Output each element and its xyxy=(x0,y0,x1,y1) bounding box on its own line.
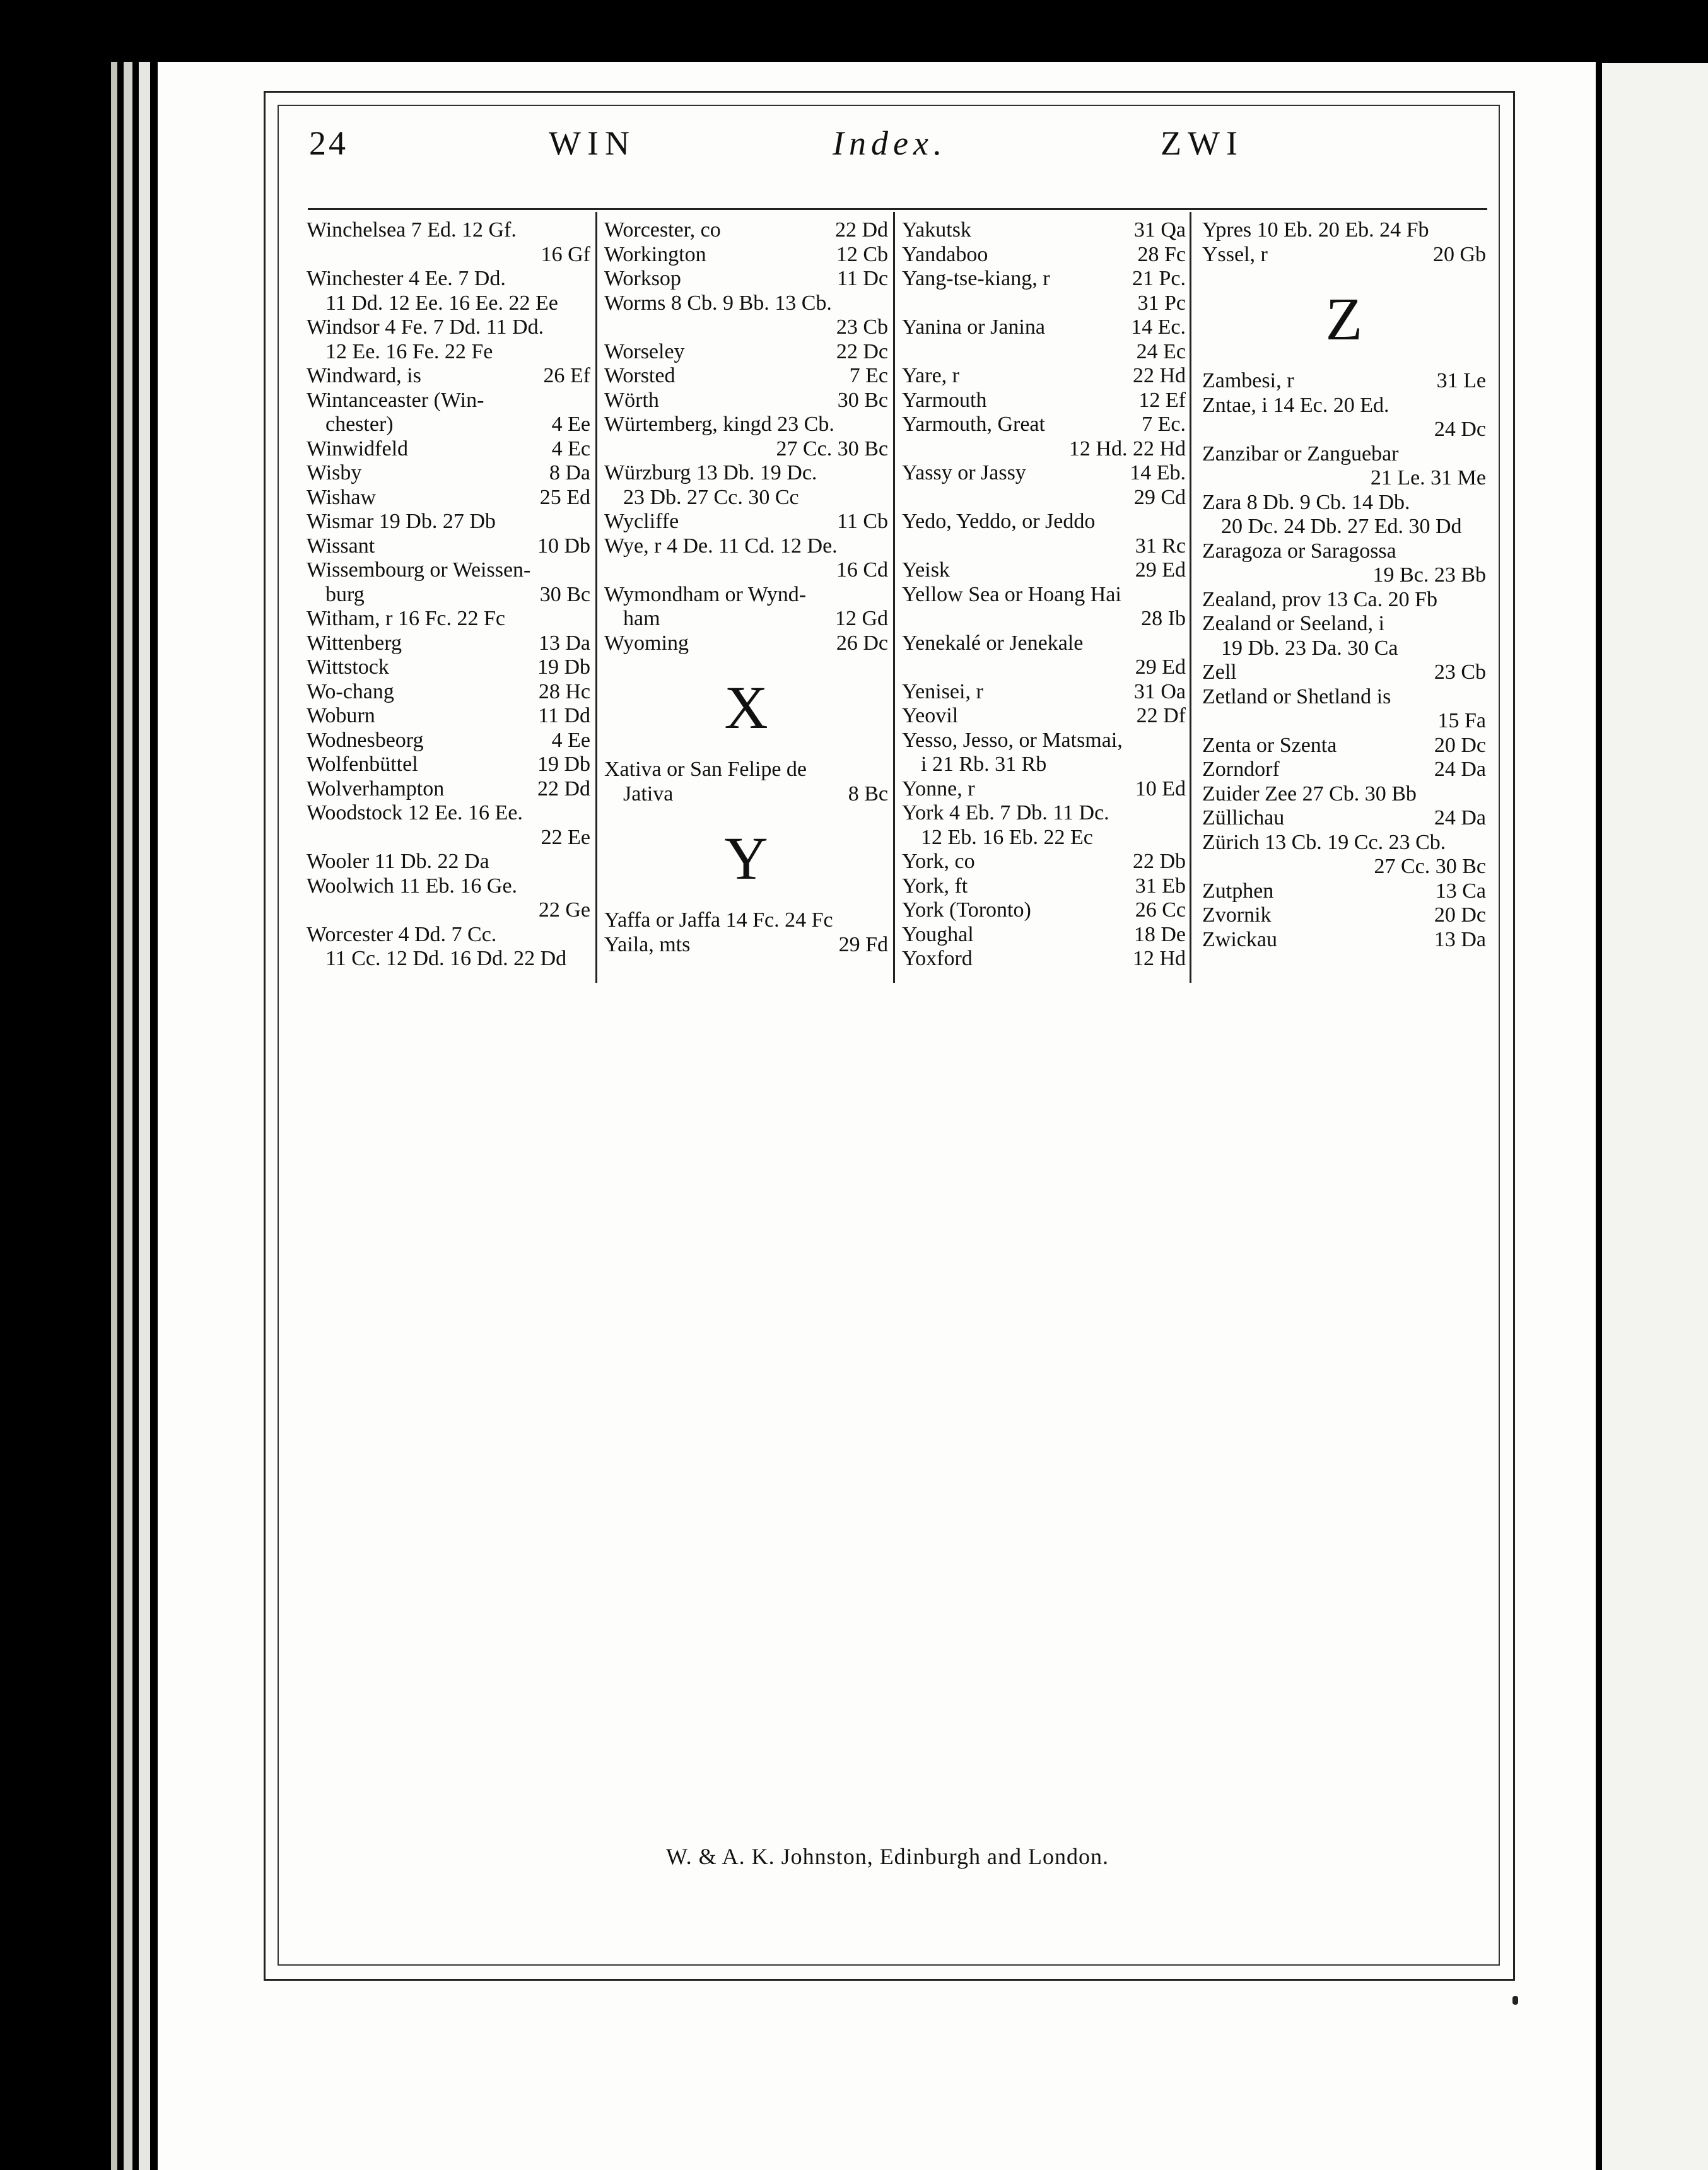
entry-reference: 28 Fc xyxy=(1137,242,1186,266)
index-entry xyxy=(902,777,1186,802)
index-entry xyxy=(1202,903,1486,928)
index-entry xyxy=(307,510,590,534)
entry-text: Würtemberg, kingd 23 Cb. xyxy=(604,413,834,436)
index-entry xyxy=(1202,758,1486,782)
entry-text: Yenisei, r xyxy=(902,679,983,703)
index-entry xyxy=(604,782,888,807)
entry-reference: 29 Ed xyxy=(1135,655,1186,679)
entry-text: 19 Db. 23 Da. 30 Ca xyxy=(1221,636,1398,660)
index-entry xyxy=(1202,612,1486,636)
entry-text: Yandaboo xyxy=(902,242,988,266)
entry-text: Yakutsk xyxy=(902,218,971,242)
entry-reference: 31 Eb xyxy=(1135,874,1186,898)
index-entry xyxy=(902,534,1186,559)
entry-text: Yonne, r xyxy=(902,777,975,801)
entry-text: Woodstock 12 Ee. 16 Ee. xyxy=(307,801,523,824)
entry-reference: 20 Gb xyxy=(1432,242,1486,266)
index-entry xyxy=(1202,685,1486,710)
column-separator xyxy=(595,212,597,983)
entry-reference: 12 Hd xyxy=(1132,947,1186,970)
entry-reference: 22 Db xyxy=(1132,850,1186,873)
entry-reference: 12 Ef xyxy=(1138,388,1186,412)
entry-reference: 18 De xyxy=(1133,922,1186,946)
entry-text: York, ft xyxy=(902,874,968,898)
entry-reference: 13 Da xyxy=(1434,927,1486,951)
index-entry xyxy=(604,558,888,583)
entry-text: Yare, r xyxy=(902,364,959,387)
entry-text: York 4 Eb. 7 Db. 11 Dc. xyxy=(902,801,1109,824)
entry-text: York (Toronto) xyxy=(902,898,1031,922)
entry-text: Worsted xyxy=(604,364,676,387)
entry-text: Witham, r 16 Fc. 22 Fc xyxy=(307,607,505,630)
entry-text: Wooler 11 Db. 22 Da xyxy=(307,850,489,873)
entry-text: Wye, r 4 De. 11 Cd. 12 De. xyxy=(604,534,838,558)
entry-text: Zenta or Szenta xyxy=(1202,733,1337,757)
entry-text: Winchelsea 7 Ed. 12 Gf. xyxy=(307,218,517,242)
guide-word-right: ZWI xyxy=(1161,124,1244,162)
entry-reference: 24 Dc xyxy=(1434,418,1486,441)
index-entry xyxy=(902,558,1186,583)
index-entry xyxy=(307,801,590,826)
entry-text: Zell xyxy=(1202,660,1237,684)
index-entry xyxy=(1202,636,1486,661)
entry-reference: 26 Dc xyxy=(836,631,888,655)
entry-reference: 10 Db xyxy=(537,534,590,558)
entry-reference: 4 Ee xyxy=(551,728,590,752)
index-entry xyxy=(307,777,590,802)
entry-reference: 27 Cc. 30 Bc xyxy=(1374,855,1486,878)
entry-text: Wyoming xyxy=(604,631,689,655)
entry-reference: 11 Dc xyxy=(837,267,888,290)
entry-reference: 25 Ed xyxy=(539,485,590,509)
index-entry xyxy=(902,801,1186,826)
entry-text: York, co xyxy=(902,850,975,873)
entry-text: Zambesi, r xyxy=(1202,369,1294,392)
entry-text: Yaila, mts xyxy=(604,932,691,956)
entry-reference: 31 Rc xyxy=(1135,534,1186,558)
entry-text: Zealand or Seeland, i xyxy=(1202,612,1384,635)
entry-text: Wo-chang xyxy=(307,679,394,703)
index-entry xyxy=(307,898,590,923)
entry-reference: 4 Ee xyxy=(551,413,590,436)
index-entry xyxy=(902,510,1186,534)
index-entry xyxy=(307,486,590,510)
entry-text: Zorndorf xyxy=(1202,758,1280,781)
header-rule xyxy=(308,208,1487,210)
index-entry xyxy=(1202,855,1486,879)
entry-reference: 24 Da xyxy=(1434,758,1486,781)
entry-reference: 30 Bc xyxy=(837,388,888,412)
entry-reference: 31 Le xyxy=(1436,369,1486,392)
index-entry xyxy=(604,389,888,413)
index-entry xyxy=(604,933,888,958)
index-entry xyxy=(902,486,1186,510)
entry-list xyxy=(1202,369,1486,952)
entry-text: Zaragoza or Saragossa xyxy=(1202,539,1396,563)
entry-text: Yenekalé or Jenekale xyxy=(902,631,1084,655)
index-entry xyxy=(307,631,590,656)
index-entry xyxy=(604,631,888,656)
entry-reference: 12 Gd xyxy=(834,607,888,630)
entry-reference: 30 Bc xyxy=(539,582,590,606)
entry-reference: 20 Dc xyxy=(1434,733,1486,757)
index-entry xyxy=(1202,734,1486,758)
index-entry xyxy=(307,291,590,316)
entry-reference: 22 Df xyxy=(1136,704,1186,727)
entry-reference: 13 Da xyxy=(538,631,590,655)
entry-text: Zuider Zee 27 Cb. 30 Bb xyxy=(1202,782,1417,806)
entry-reference: 7 Ec xyxy=(849,364,888,387)
entry-reference: 26 Cc xyxy=(1135,898,1186,922)
entry-reference: 7 Ec. xyxy=(1142,413,1186,436)
entry-text: chester) xyxy=(325,413,394,436)
section-letter-z: Z xyxy=(1325,285,1363,353)
entry-reference: 4 Ec xyxy=(551,437,590,460)
index-entry xyxy=(902,583,1186,607)
entry-text: Windsor 4 Fe. 7 Dd. 11 Dd. xyxy=(307,315,544,339)
index-entry xyxy=(902,607,1186,631)
index-entry xyxy=(604,461,888,486)
entry-text: Zanzibar or Zanguebar xyxy=(1202,442,1399,466)
entry-text: Wymondham or Wynd- xyxy=(604,582,807,606)
entry-list xyxy=(604,758,888,806)
entry-text: Wisby xyxy=(307,461,362,484)
index-entry xyxy=(307,704,590,729)
entry-text: Zara 8 Db. 9 Cb. 14 Db. xyxy=(1202,490,1410,514)
index-entry xyxy=(307,340,590,365)
guide-word-left: WIN xyxy=(549,124,636,162)
entry-reference: 31 Pc xyxy=(1137,291,1186,315)
entry-text: Züllichau xyxy=(1202,806,1285,830)
column-separator xyxy=(893,212,895,983)
index-column-2 xyxy=(604,218,888,957)
index-column-4 xyxy=(1202,218,1486,952)
entry-reference: 10 Ed xyxy=(1135,777,1186,801)
index-entry xyxy=(1202,806,1486,831)
entry-text: Ypres 10 Eb. 20 Eb. 24 Fb xyxy=(1202,218,1429,242)
entry-text: Worcester 4 Dd. 7 Cc. xyxy=(307,922,497,946)
index-entry xyxy=(1202,442,1486,467)
index-entry xyxy=(1202,709,1486,734)
page-edge xyxy=(139,62,150,2170)
index-entry xyxy=(1202,539,1486,564)
index-entry xyxy=(604,607,888,631)
index-entry xyxy=(902,923,1186,947)
index-entry xyxy=(902,243,1186,267)
index-entry xyxy=(1202,588,1486,613)
index-entry xyxy=(1202,928,1486,953)
entry-reference: 12 Hd. 22 Hd xyxy=(1068,437,1186,460)
entry-text: Wismar 19 Db. 27 Db xyxy=(307,510,496,533)
entry-text: Workington xyxy=(604,242,706,266)
running-header xyxy=(278,124,1497,180)
index-entry xyxy=(902,315,1186,340)
index-entry xyxy=(902,364,1186,389)
index-entry xyxy=(902,680,1186,705)
entry-reference: 14 Ec. xyxy=(1131,315,1186,339)
index-entry xyxy=(902,729,1186,753)
entry-text: burg xyxy=(325,582,365,606)
entry-reference: 22 Dd xyxy=(834,218,888,242)
index-entry xyxy=(902,413,1186,437)
entry-text: Worseley xyxy=(604,339,685,363)
index-column-3 xyxy=(902,218,1186,971)
index-entry xyxy=(1202,782,1486,807)
index-entry xyxy=(1202,660,1486,685)
entry-reference: 23 Cb xyxy=(836,315,888,339)
publisher-imprint: W. & A. K. Johnston, Edinburgh and London. xyxy=(665,1844,1109,1869)
ink-speck xyxy=(1512,1996,1518,2005)
entry-text: 11 Dd. 12 Ee. 16 Ee. 22 Ee xyxy=(325,291,558,315)
index-entry xyxy=(604,218,888,243)
index-entry xyxy=(902,850,1186,874)
entry-text: i 21 Rb. 31 Rb xyxy=(921,753,1047,776)
index-entry xyxy=(307,218,590,243)
index-entry xyxy=(307,947,590,971)
index-entry xyxy=(902,340,1186,365)
index-entry xyxy=(604,534,888,559)
index-entry xyxy=(604,583,888,607)
index-entry xyxy=(307,826,590,850)
entry-reference: 19 Bc. 23 Bb xyxy=(1372,563,1486,587)
entry-text: Yeovil xyxy=(902,704,959,727)
entry-reference: 22 Dc xyxy=(836,339,888,363)
entry-reference: 22 Dd xyxy=(537,777,590,801)
index-entry xyxy=(902,704,1186,729)
index-entry xyxy=(604,437,888,462)
entry-reference: 29 Ed xyxy=(1135,558,1186,582)
index-entry xyxy=(902,461,1186,486)
index-entry xyxy=(604,340,888,365)
index-entry xyxy=(902,389,1186,413)
entry-reference: 15 Fa xyxy=(1437,709,1486,732)
index-entry xyxy=(307,850,590,874)
entry-text: Windward, is xyxy=(307,364,421,387)
index-entry xyxy=(1202,831,1486,855)
index-entry xyxy=(307,583,590,607)
index-entry xyxy=(604,364,888,389)
index-entry xyxy=(1202,218,1486,243)
entry-reference: 31 Qa xyxy=(1133,218,1186,242)
index-entry xyxy=(307,315,590,340)
entry-text: Wittstock xyxy=(307,655,389,679)
entry-reference: 16 Cd xyxy=(836,558,888,582)
index-entry xyxy=(902,291,1186,316)
index-entry xyxy=(307,874,590,899)
entry-reference: 29 Fd xyxy=(838,932,888,956)
entry-text: Youghal xyxy=(902,922,974,946)
index-entry xyxy=(604,267,888,291)
entry-text: Yassy or Jassy xyxy=(902,461,1026,484)
index-entry xyxy=(307,729,590,753)
entry-text: Yaffa or Jaffa 14 Fc. 24 Fc xyxy=(604,908,833,932)
entry-text: Zvornik xyxy=(1202,903,1272,927)
entry-text: Worcester, co xyxy=(604,218,721,242)
page-edge xyxy=(124,62,132,2170)
page-number: 24 xyxy=(309,124,348,162)
entry-text: Zetland or Shetland is xyxy=(1202,684,1391,708)
entry-text: Yoxford xyxy=(902,947,973,970)
entry-text: Yedo, Yeddo, or Jeddo xyxy=(902,510,1096,533)
entry-text: Yanina or Janina xyxy=(902,315,1045,339)
entry-reference: 22 Ge xyxy=(538,898,590,922)
index-entry xyxy=(604,510,888,534)
entry-reference: 21 Pc. xyxy=(1132,267,1186,290)
entry-text: Wittenberg xyxy=(307,631,402,655)
entry-reference: 22 Hd xyxy=(1132,364,1186,387)
entry-list xyxy=(604,908,888,957)
index-entry xyxy=(307,243,590,267)
page-edge xyxy=(111,62,117,2170)
index-entry xyxy=(902,267,1186,291)
entry-text: Wolverhampton xyxy=(307,777,445,801)
entry-list xyxy=(1202,218,1486,267)
index-entry xyxy=(902,947,1186,971)
entry-text: 23 Db. 27 Cc. 30 Cc xyxy=(623,485,799,509)
index-entry xyxy=(307,680,590,705)
entry-text: Xativa or San Felipe de xyxy=(604,758,807,781)
index-entry xyxy=(1202,243,1486,267)
entry-text: Zwickau xyxy=(1202,927,1277,951)
entry-reference: 19 Db xyxy=(537,753,590,776)
index-entry xyxy=(307,389,590,413)
facing-page-edge xyxy=(1602,63,1708,2170)
index-entry xyxy=(307,461,590,486)
entry-text: Wishaw xyxy=(307,485,377,509)
entry-reference: 31 Oa xyxy=(1133,679,1186,703)
index-entry xyxy=(307,437,590,462)
index-entry xyxy=(307,558,590,583)
entry-text: 11 Cc. 12 Dd. 16 Dd. 22 Dd xyxy=(325,947,567,970)
entry-reference: 28 Hc xyxy=(538,679,590,703)
entry-text: Wycliffe xyxy=(604,510,679,533)
index-entry xyxy=(1202,369,1486,394)
entry-text: Wintanceaster (Win- xyxy=(307,388,484,412)
index-entry xyxy=(902,437,1186,462)
entry-reference: 16 Gf xyxy=(541,242,590,266)
entry-text: Winchester 4 Ee. 7 Dd. xyxy=(307,267,506,290)
entry-text: Wissant xyxy=(307,534,375,558)
entry-text: 20 Dc. 24 Db. 27 Ed. 30 Dd xyxy=(1221,515,1462,538)
entry-reference: 19 Db xyxy=(537,655,590,679)
entry-text: Yarmouth xyxy=(902,388,987,412)
index-entry xyxy=(604,315,888,340)
entry-text: Woburn xyxy=(307,704,375,727)
index-entry xyxy=(902,826,1186,850)
index-entry xyxy=(1202,515,1486,539)
entry-text: Wolfenbüttel xyxy=(307,753,418,776)
index-entry xyxy=(307,923,590,947)
entry-text: 12 Eb. 16 Eb. 22 Ec xyxy=(921,825,1093,849)
index-entry xyxy=(902,874,1186,899)
entry-reference: 27 Cc. 30 Bc xyxy=(776,437,888,460)
index-entry xyxy=(604,758,888,782)
section-letter-y: Y xyxy=(724,824,768,892)
index-entry xyxy=(1202,418,1486,442)
index-entry xyxy=(307,413,590,437)
entry-text: Worms 8 Cb. 9 Bb. 13 Cb. xyxy=(604,291,832,315)
entry-text: Yssel, r xyxy=(1202,242,1268,266)
index-entry xyxy=(902,655,1186,680)
index-entry xyxy=(604,413,888,437)
index-entry xyxy=(604,908,888,933)
entry-reference: 23 Cb xyxy=(1434,660,1486,684)
index-entry xyxy=(902,631,1186,656)
index-entry xyxy=(1202,466,1486,491)
entry-text: Yesso, Jesso, or Matsmai, xyxy=(902,728,1123,752)
entry-text: Yellow Sea or Hoang Hai xyxy=(902,582,1121,606)
entry-text: Würzburg 13 Db. 19 Dc. xyxy=(604,461,817,484)
index-column-1 xyxy=(307,218,590,971)
entry-text: 12 Ee. 16 Fe. 22 Fe xyxy=(325,339,493,363)
index-entry xyxy=(1202,491,1486,515)
entry-list xyxy=(604,218,888,655)
entry-text: ham xyxy=(623,607,660,630)
entry-reference: 20 Dc xyxy=(1434,903,1486,927)
entry-reference: 11 Dd xyxy=(538,704,590,727)
index-entry xyxy=(902,218,1186,243)
index-entry xyxy=(1202,879,1486,904)
entry-text: Winwidfeld xyxy=(307,437,409,460)
entry-text: Yarmouth, Great xyxy=(902,413,1045,436)
entry-text: Zntae, i 14 Ec. 20 Ed. xyxy=(1202,393,1389,417)
index-entry xyxy=(1202,563,1486,588)
entry-text: Wissembourg or Weissen- xyxy=(307,558,531,582)
entry-reference: 22 Ee xyxy=(541,825,590,849)
entry-text: Zealand, prov 13 Ca. 20 Fb xyxy=(1202,587,1437,611)
index-entry xyxy=(307,267,590,291)
entry-reference: 28 Ib xyxy=(1141,607,1186,630)
index-entry xyxy=(307,364,590,389)
entry-text: Zutphen xyxy=(1202,879,1274,903)
index-entry xyxy=(902,898,1186,923)
page-title: Index. xyxy=(833,124,947,162)
index-entry xyxy=(604,486,888,510)
entry-reference: 24 Da xyxy=(1434,806,1486,830)
entry-text: Jativa xyxy=(623,782,674,806)
entry-reference: 26 Ef xyxy=(543,364,590,387)
entry-reference: 29 Cd xyxy=(1133,485,1186,509)
entry-text: Woolwich 11 Eb. 16 Ge. xyxy=(307,874,518,898)
entry-reference: 24 Ec xyxy=(1136,339,1186,363)
index-entry xyxy=(604,291,888,316)
entry-text: Wodnesbeorg xyxy=(307,728,424,752)
index-entry xyxy=(307,607,590,631)
entry-reference: 13 Ca xyxy=(1435,879,1486,903)
entry-text: Wörth xyxy=(604,388,659,412)
index-entry xyxy=(307,753,590,777)
entry-text: Yang-tse-kiang, r xyxy=(902,267,1050,290)
index-entry xyxy=(902,753,1186,777)
entry-reference: 8 Da xyxy=(549,461,590,484)
entry-text: Zürich 13 Cb. 19 Cc. 23 Cb. xyxy=(1202,830,1446,854)
entry-text: Yeisk xyxy=(902,558,950,582)
index-entry xyxy=(307,655,590,680)
section-letter-x: X xyxy=(724,674,768,741)
index-entry xyxy=(307,534,590,559)
index-entry xyxy=(1202,394,1486,418)
entry-reference: 21 Le. 31 Me xyxy=(1370,466,1486,490)
entry-text: Worksop xyxy=(604,267,681,290)
entry-reference: 12 Cb xyxy=(836,242,888,266)
column-separator xyxy=(1190,212,1191,983)
entry-reference: 11 Cb xyxy=(837,510,888,533)
entry-reference: 14 Eb. xyxy=(1130,461,1186,484)
index-entry xyxy=(604,243,888,267)
entry-reference: 8 Bc xyxy=(848,782,888,806)
